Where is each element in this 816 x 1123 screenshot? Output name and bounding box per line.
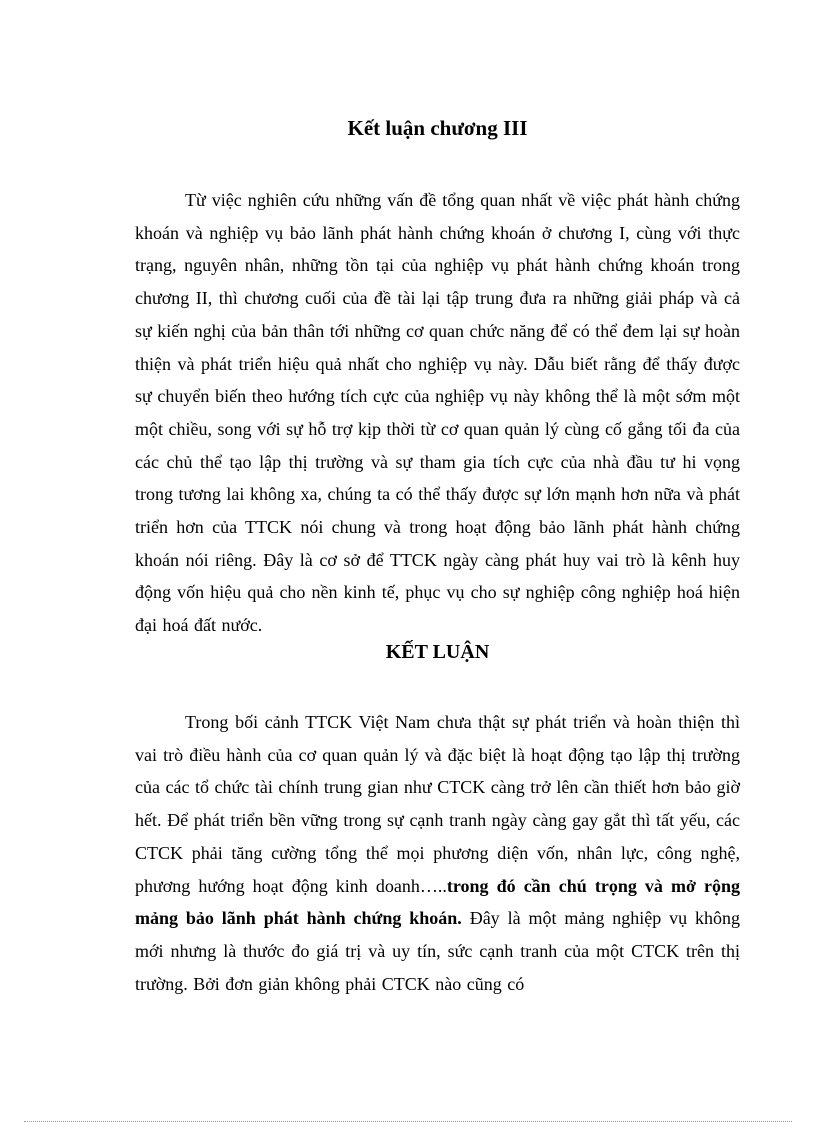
conclusion-paragraph-end: Đây là một mảng nghiệp vụ không mới nhưng là thước đo giá trị và uy tín, sức cạnh tranh của một CTCK trên thị trường. Bởi đơn giản không phải CTCK nào cũng có xyxy=(135,908,741,994)
chapter-conclusion-paragraph: Từ việc nghiên cứu những vấn đề tổng quan nhất về việc phát hành chứng khoán và nghiệp vụ bảo lãnh phát hành chứng khoán ở chương I, cùng với thực trạng, nguyên nhân, những tồn tại của nghiệp vụ phát hành chứng khoán trong chương II, thì chương cuối của đề tài lại tập trung đưa ra những giải pháp và cả sự kiến nghị của bản thân tới những cơ quan chức năng để có thể đem lại sự hoàn thiện và phát triển hiệu quả nhất cho nghiệp vụ này. Dẫu biết rằng để thấy được sự chuyển biến theo hướng tích cực của nghiệp vụ này không thể là một sớm một một chiều, song với sự hỗ trợ kịp thời từ cơ quan quản lý cùng cố gắng tối đa của các chủ thể tạo lập thị trường và sự tham gia tích cực của nhà đầu tư hi vọng trong tương lai không xa, chúng ta có thể thấy được sự lớn mạnh hơn nữa và phát triển hơn của TTCK nói chung và trong hoạt động bảo lãnh phát hành chứng khoán nói riêng. Đây là cơ sở để TTCK ngày càng phát huy vai trò là kênh huy động vốn hiệu quả cho nền kinh tế, phục vụ cho sự nghiệp công nghiệp hoá hiện đại hoá đất nước. xyxy=(135,190,740,636)
conclusion-title: KẾT LUẬN xyxy=(385,641,490,663)
chapter-conclusion-title: Kết luận chương III xyxy=(347,116,528,140)
conclusion-paragraph xyxy=(135,706,740,1000)
conclusion-paragraph-start: Trong bối cảnh TTCK Việt Nam chưa thật sự phát triển và hoàn thiện thì vai trò điều hành của cơ quan quản lý và đặc biệt là hoạt động tạo lập thị trường của các tổ chức tài chính trung gian như CTCK càng trở lên cần thiết hơn bảo giờ hết. Để phát triển bền vững trong sự cạnh tranh ngày càng gay gắt thì tất yếu, các CTCK phải tăng cường tổng thể mọi phương diện vốn, nhân lực, công nghệ, phương hướng hoạt động kinh doanh….. xyxy=(135,712,740,896)
conclusion-paragraph-bold: trong đó cần chú trọng và mở rộng mảng bảo lãnh phát hành chứng khoán. xyxy=(135,875,740,929)
page-bottom-rule xyxy=(24,1121,792,1122)
